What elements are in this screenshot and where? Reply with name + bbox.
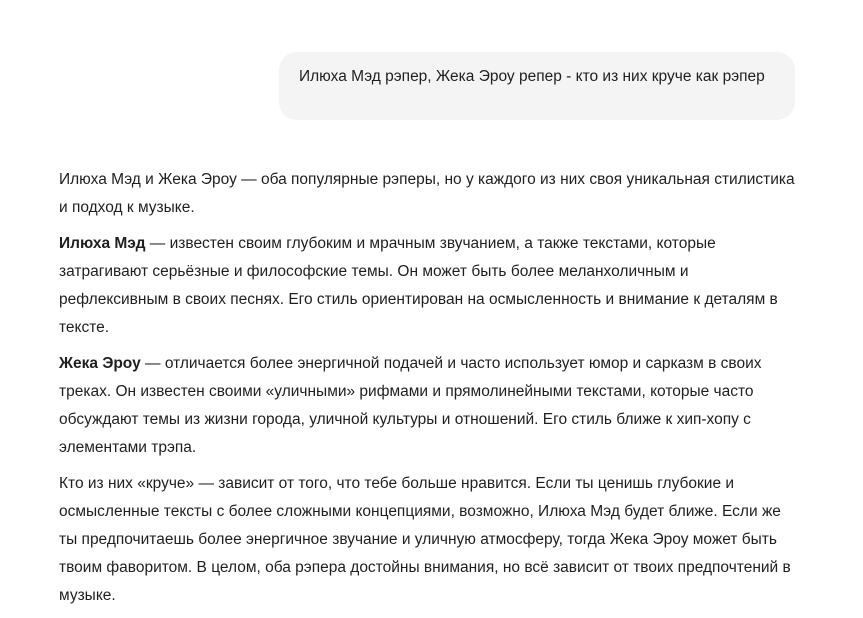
answer-artist-2 (59, 350, 799, 462)
user-message-text: Илюха Мэд рэпер, Жека Эроу репер - кто из них круче как рэпер (299, 68, 765, 85)
answer-artist-1 (59, 230, 799, 342)
user-message-bubble (279, 52, 795, 120)
artist-2-name: Жека Эроу (59, 355, 141, 372)
artist-1-description: — известен своим глубоким и мрачным звучанием, а также текстами, которые затрагивают серьёзные и философские темы. Он может быть более меланхоличным и рефлексивным в своих песнях. Его стиль ориентирован на осмысленность и внимание к деталям в тексте. (59, 235, 778, 336)
artist-2-description: — отличается более энергичной подачей и часто использует юмор и сарказм в своих треках. Он известен своими «уличными» рифмами и прямолинейными текстами, которые часто обсуждают темы из жизни города, уличной культуры и отношений. Его стиль ближе к хип-хопу с элементами трэпа. (59, 355, 762, 456)
assistant-message (59, 166, 799, 618)
artist-1-name: Илюха Мэд (59, 235, 146, 252)
answer-intro: Илюха Мэд и Жека Эроу — оба популярные рэперы, но у каждого из них своя уникальная стилистика и подход к музыке. (59, 171, 795, 216)
answer-conclusion: Кто из них «круче» — зависит от того, что тебе больше нравится. Если ты ценишь глубокие и осмысленные тексты с более сложными концепциями, возможно, Илюха Мэд будет ближе. Если же ты предпочитаешь более энергичное звучание и уличную атмосферу, тогда Жека Эроу может быть твоим фаворитом. В целом, оба рэпера достойны внимания, но всё зависит от твоих предпочтений в музыке. (59, 475, 791, 604)
